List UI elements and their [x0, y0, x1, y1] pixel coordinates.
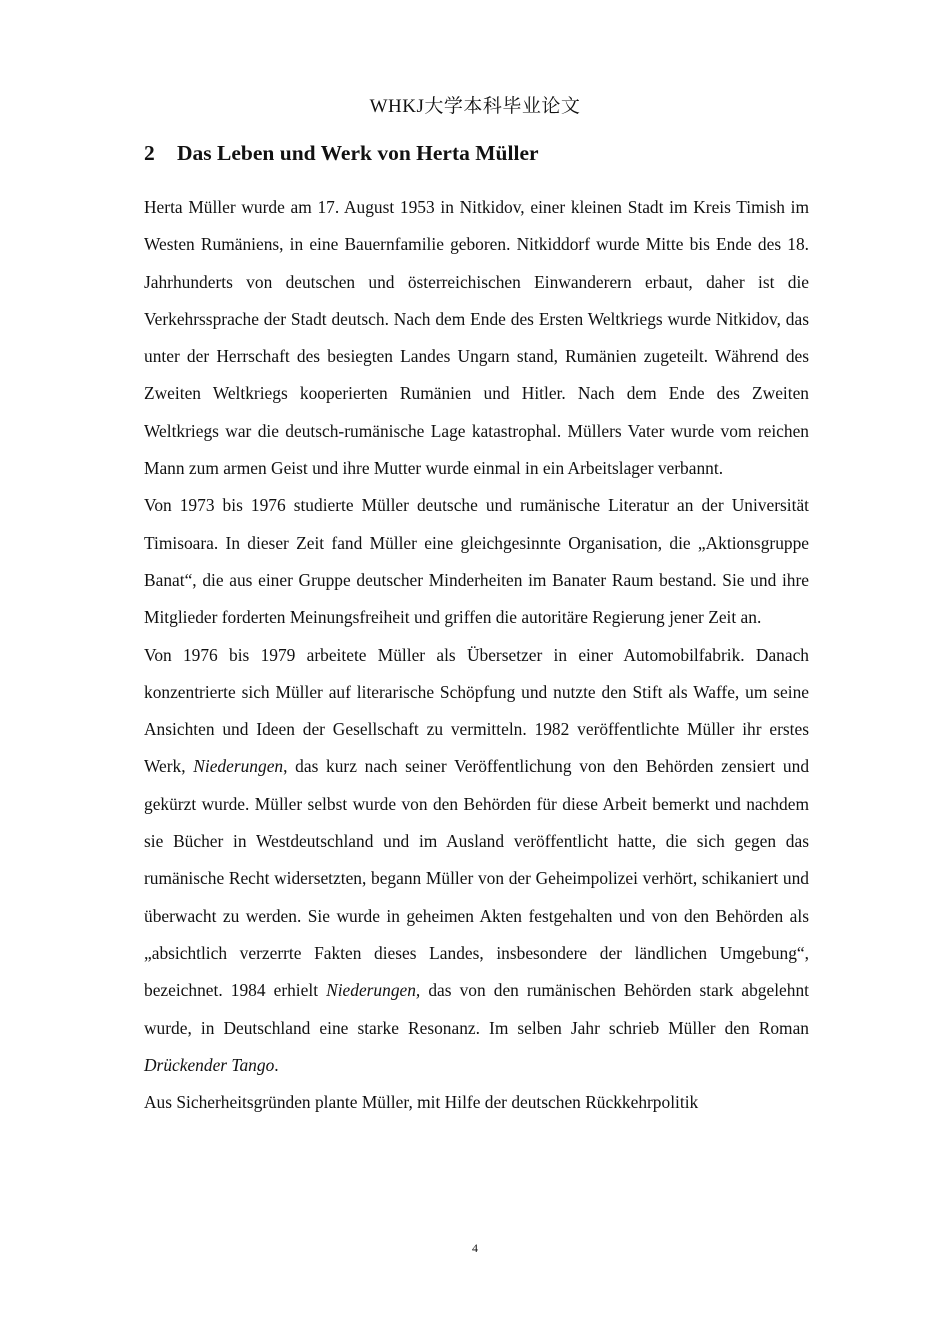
text-segment: Herta Müller wurde am 17. August 1953 in Nitkidov, einer kleinen Stadt im Kreis Timish im Westen Rumäniens, in eine Bauernfamilie geboren. Nitkiddorf wurde Mitte bis Ende des 18. Jahrhunderts von deutschen und österreichischen Einwanderern erbaut, daher ist die Verkehrssprache der Stadt deutsch. Nach dem Ende des Ersten Weltkriegs wurde Nitkidov, das unter der Herrschaft des besiegten Landes Ungarn stand, Rumänien zugeteilt. Während des Zweiten Weltkriegs kooperierten Rumänien und Hitler. Nach dem Ende des Zweiten Weltkriegs war die deutsch-rumänische Lage katastrophal. Müllers Vater wurde vom reichen Mann zum armen Geist und ihre Mutter wurde einmal in ein Arbeitslager verbannt. — [144, 197, 809, 479]
text-segment: . — [274, 1054, 279, 1075]
paragraph — [144, 487, 809, 636]
chapter-title: Das Leben und Werk von Herta Müller — [177, 141, 539, 165]
italic-title: Drückender Tango — [144, 1054, 275, 1075]
text-segment: das von den rumänischen Behörden stark abgelehnt wurde, in Deutschland eine starke Resonanz. Im selben Jahr schrieb Müller den Roman — [144, 980, 809, 1038]
text-segment: Aus Sicherheitsgründen plante Müller, mit Hilfe der deutschen Rückkehrpolitik — [144, 1092, 699, 1113]
page-header: WHKJ大学本科毕业论文 — [369, 96, 581, 117]
text-segment: , das kurz nach seiner Veröffentlichung von den Behörden zensiert und gekürzt wurde. Müller selbst wurde von den Behörden für diese Arbeit bemerkt und nachdem sie Bücher in Westdeutschland und im Ausland veröffentlicht hatte, die sich gegen das rumänische Recht widersetzten, begann Müller von der Geheimpolizei verhört, schikaniert und überwacht zu werden. Sie wurde in geheimen Akten festgehalten und von den Behörden als „absichtlich verzerrte Fakten dieses Landes, insbesondere der ländlichen Umgebung“, bezeichnet. 1984 erhielt — [144, 756, 810, 1001]
paragraph — [144, 189, 809, 487]
page-number: 4 — [472, 1241, 478, 1255]
italic-title: Niederungen, — [326, 980, 421, 1001]
body-text — [144, 189, 809, 1121]
paragraph — [144, 1084, 809, 1121]
chapter-heading — [144, 140, 809, 166]
paragraph — [144, 637, 809, 1085]
italic-title: Niederungen — [193, 756, 284, 777]
text-segment: Von 1973 bis 1976 studierte Müller deutsche und rumänische Literatur an der Universität Timisoara. In dieser Zeit fand Müller eine gleichgesinnte Organisation, die „Aktionsgruppe Banat“, die aus einer Gruppe deutscher Minderheiten im Banater Raum bestand. Sie und ihre Mitglieder forderten Meinungsfreiheit und griffen die autoritäre Regierung jener Zeit an. — [144, 495, 809, 628]
text-segment: Von 1976 bis 1979 arbeitete Müller als Übersetzer in einer Automobilfabrik. Danach konzentrierte sich Müller auf literarische Schöpfung und nutzte den Stift als Waffe, um seine Ansichten und Ideen der Gesellschaft zu vermitteln. 1982 veröffentlichte Müller ihr erstes Werk, — [144, 644, 809, 777]
chapter-number: 2 — [144, 141, 155, 165]
